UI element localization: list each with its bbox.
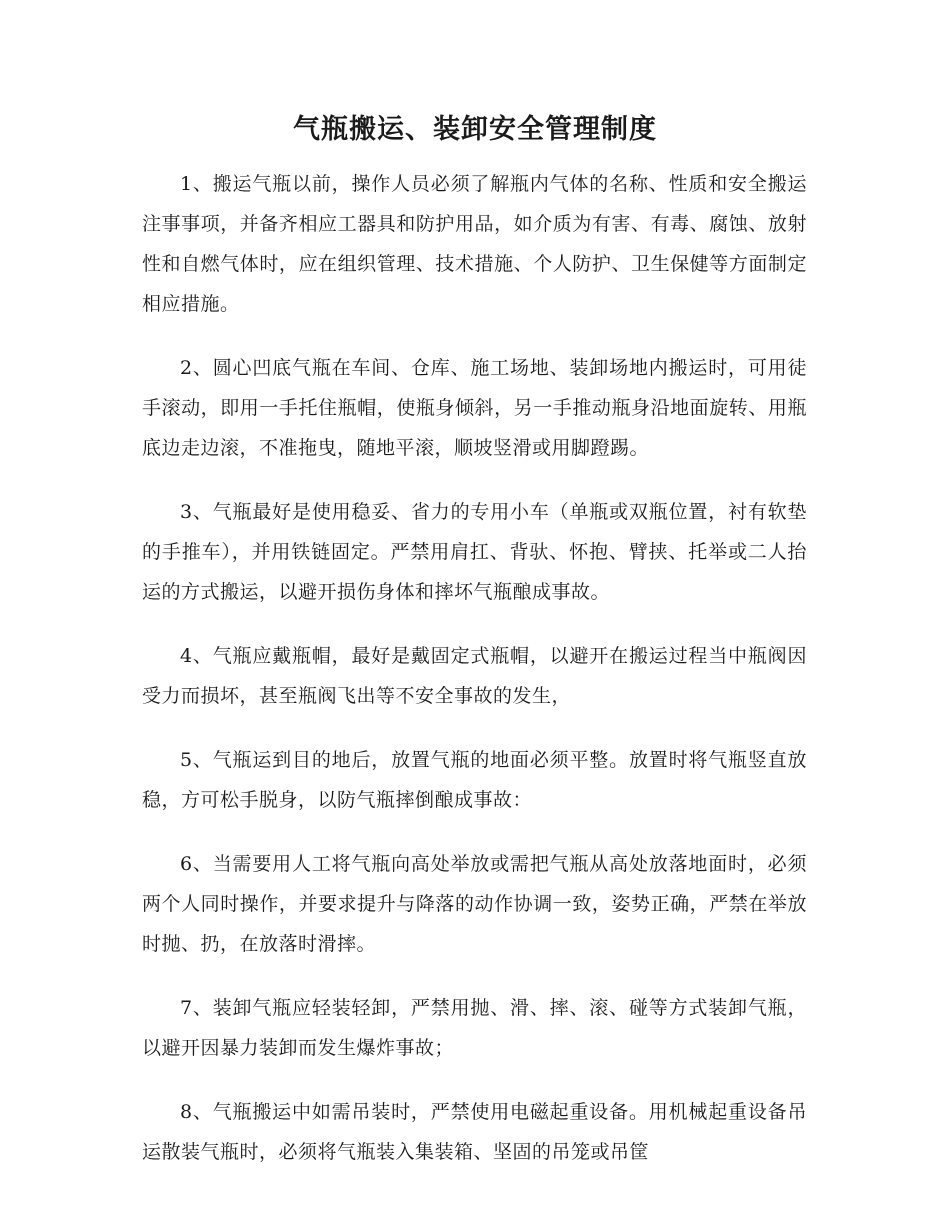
paragraph-5: 5、气瓶运到目的地后，放置气瓶的地面必须平整。放置时将气瓶竖直放稳，方可松手脱身，以防气瓶摔倒酿成事故：	[142, 749, 807, 811]
paragraph-1: 1、搬运气瓶以前，操作人员必须了解瓶内气体的名称、性质和安全搬运注事事项，并备齐相应工器具和防护用品，如介质为有害、有毒、腐蚀、放射性和自燃气体时，应在组织管理、技术措施、个人防护、卫生保健等方面制定相应措施。	[142, 173, 807, 315]
paragraph-7: 7、装卸气瓶应轻装轻卸，严禁用抛、滑、摔、滚、碰等方式装卸气瓶，以避开因暴力装卸而发生爆炸事故；	[142, 997, 807, 1059]
document-title: 气瓶搬运、装卸安全管理制度	[293, 114, 657, 145]
paragraph-4: 4、气瓶应戴瓶帽，最好是戴固定式瓶帽，以避开在搬运过程当中瓶阀因受力而损坏，甚至瓶阀飞出等不安全事故的发生，	[142, 645, 807, 707]
paragraph-2: 2、圆心凹底气瓶在车间、仓库、施工场地、装卸场地内搬运时，可用徒手滚动，即用一手托住瓶帽，使瓶身倾斜，另一手推动瓶身沿地面旋转、用瓶底边走边滚，不准拖曳，随地平滚，顺坡竖滑或用脚蹬踢。	[142, 357, 807, 459]
document-body	[142, 164, 807, 1196]
paragraph-8: 8、气瓶搬运中如需吊装时，严禁使用电磁起重设备。用机械起重设备吊运散装气瓶时，必须将气瓶装入集装箱、坚固的吊笼或吊筐	[142, 1101, 807, 1163]
paragraph-6: 6、当需要用人工将气瓶向高处举放或需把气瓶从高处放落地面时，必须两个人同时操作，并要求提升与降落的动作协调一致，姿势正确，严禁在举放时抛、扔，在放落时滑摔。	[142, 853, 807, 955]
paragraph-3: 3、气瓶最好是使用稳妥、省力的专用小车（单瓶或双瓶位置，衬有软垫的手推车），并用铁链固定。严禁用肩扛、背驮、怀抱、臂挟、托举或二人抬运的方式搬运，以避开损伤身体和摔坏气瓶酿成事故。	[142, 501, 807, 603]
